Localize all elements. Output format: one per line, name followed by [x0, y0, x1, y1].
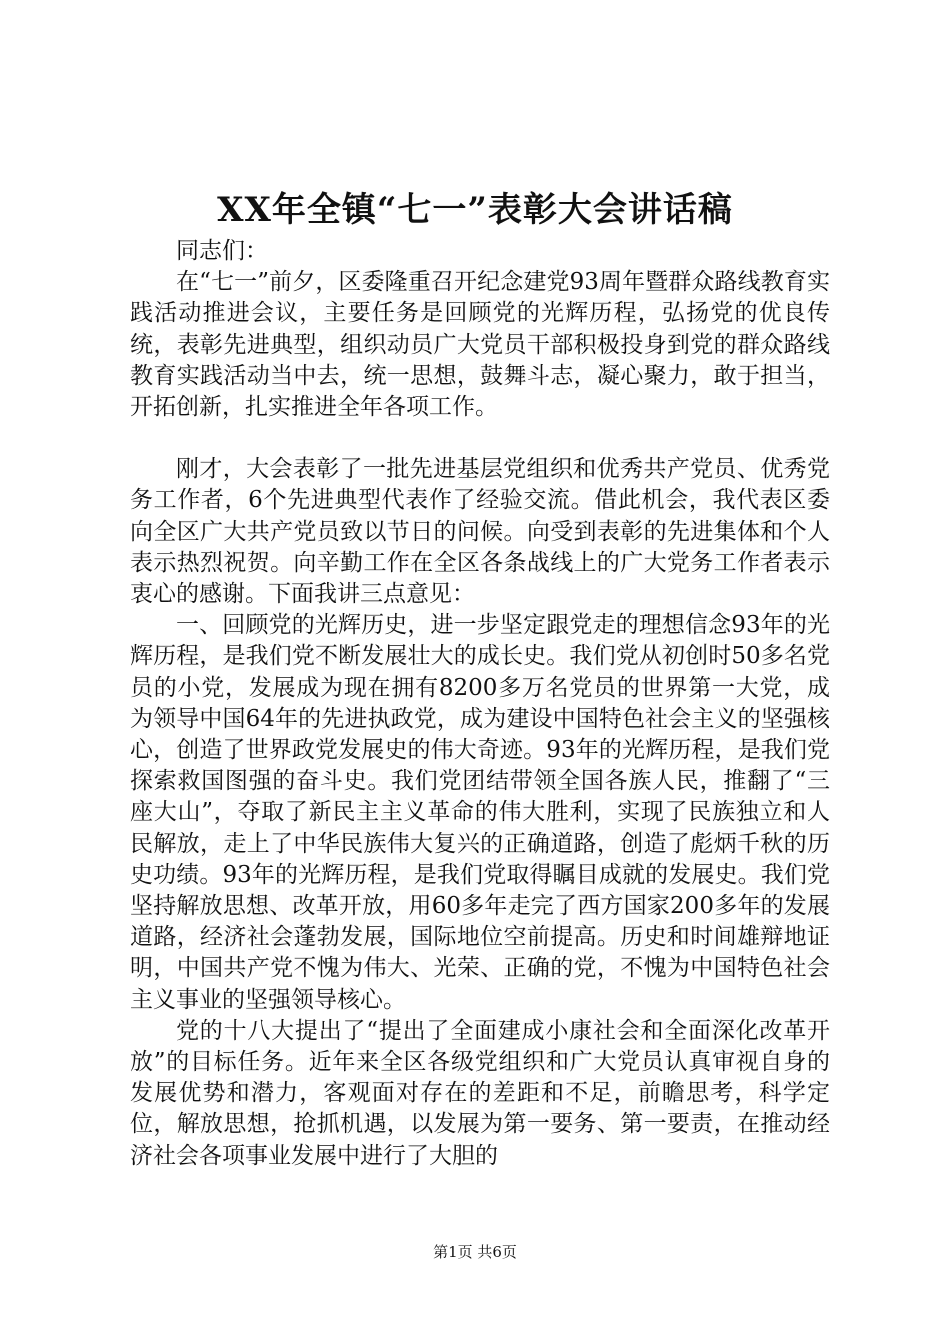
commendation-paragraph: 刚才，大会表彰了一批先进基层党组织和优秀共产党员、优秀党务工作者，6个先进典型代表作了经验交流。借此机会，我代表区委向全区广大共产党员致以节日的问候。向受到表彰的先进集体和个人表示热烈祝贺。向辛勤工作在全区各条战线上的广大党务工作者表示衷心的感谢。下面我讲三点意见： [130, 456, 830, 608]
document-title: XX年全镇“七一”表彰大会讲话稿 [217, 190, 733, 230]
page-number-footer: 第1页 共6页 [433, 1243, 517, 1261]
salutation-paragraph: 同志们： [176, 238, 268, 264]
eighteenth-congress-paragraph: 党的十八大提出了“提出了全面建成小康社会和全面深化改革开放”的目标任务。近年来全区各级党组织和广大党员认真审视自身的发展优势和潜力，客观面对存在的差距和不足，前瞻思考，科学定位，解放思想，抢抓机遇，以发展为第一要务、第一要责，在推动经济社会各项事业发展中进行了大胆的 [130, 1017, 830, 1169]
section-one-paragraph: 一、回顾党的光辉历史，进一步坚定跟党走的理想信念93年的光辉历程，是我们党不断发展壮大的成长史。我们党从初创时50多名党员的小党，发展成为现在拥有8200多万名党员的世界第一大党，成为领导中国64年的先进执政党，成为建设中国特色社会主义的坚强核心，创造了世界政党发展史的伟大奇迹。93年的光辉历程，是我们党探索救国图强的奋斗史。我们党团结带领全国各族人民，推翻了“三座大山”，夺取了新民主主义革命的伟大胜利，实现了民族独立和人民解放，走上了中华民族伟大复兴的正确道路，创造了彪炳千秋的历史功绩。93年的光辉历程，是我们党取得瞩目成就的发展史。我们党坚持解放思想、改革开放，用60多年走完了西方国家200多年的发展道路，经济社会蓬勃发展，国际地位空前提高。历史和时间雄辩地证明，中国共产党不愧为伟大、光荣、正确的党，不愧为中国特色社会主义事业的坚强领导核心。 [130, 612, 830, 1013]
opening-paragraph: 在“七一”前夕，区委隆重召开纪念建党93周年暨群众路线教育实践活动推进会议，主要任务是回顾党的光辉历程，弘扬党的优良传统，表彰先进典型，组织动员广大党员干部积极投身到党的群众路线教育实践活动当中去，统一思想，鼓舞斗志，凝心聚力，敢于担当，开拓创新，扎实推进全年各项工作。 [130, 269, 830, 421]
document-body [130, 236, 830, 1172]
